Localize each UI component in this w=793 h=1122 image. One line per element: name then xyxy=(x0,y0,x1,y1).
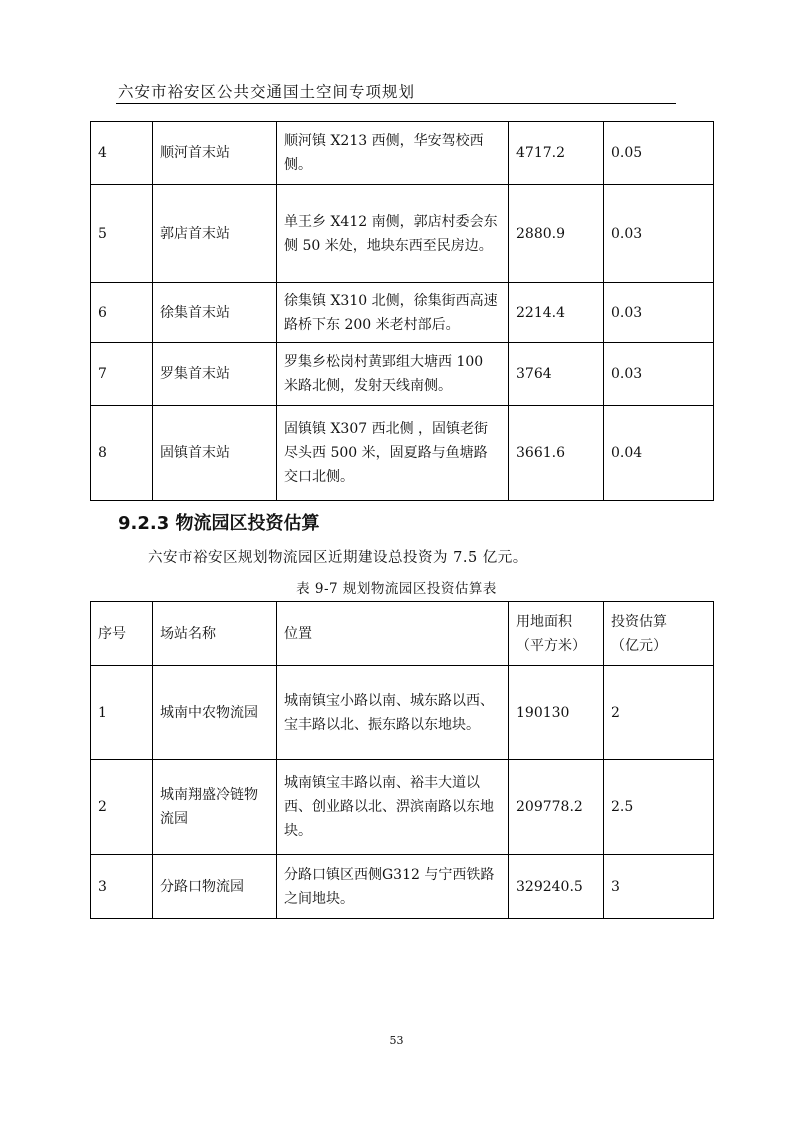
row-number: 1 xyxy=(91,666,153,760)
land-area: 190130 xyxy=(509,666,604,760)
station-name: 郭店首末站 xyxy=(153,185,277,283)
table-row xyxy=(91,666,714,760)
header-land-area-line1: 用地面积 xyxy=(516,613,572,630)
header-divider xyxy=(116,103,676,104)
investment-estimate: 0.03 xyxy=(604,283,714,343)
document-header-title: 六安市裕安区公共交通国土空间专项规划 xyxy=(118,83,416,101)
section-heading: 9.2.3 物流园区投资估算 xyxy=(118,513,320,534)
land-area: 2214.4 xyxy=(509,283,604,343)
row-number: 3 xyxy=(91,855,153,919)
station-location: 固镇镇 X307 西北侧 ，固镇老街尽头西 500 米，固夏路与鱼塘路交口北侧。 xyxy=(277,406,509,501)
station-location: 徐集镇 X310 北侧，徐集街西高速路桥下东 200 米老村部后。 xyxy=(277,283,509,343)
land-area: 4717.2 xyxy=(509,122,604,185)
header-investment-line1: 投资估算 xyxy=(611,613,667,630)
bus-terminal-table-continued xyxy=(90,121,714,501)
header-number: 序号 xyxy=(91,602,153,666)
land-area: 3764 xyxy=(509,343,604,406)
station-name: 罗集首末站 xyxy=(153,343,277,406)
land-area: 209778.2 xyxy=(509,760,604,855)
investment-estimate: 2 xyxy=(604,666,714,760)
table-header-row xyxy=(91,602,714,666)
park-location: 分路口镇区西侧G312 与宁西铁路之间地块。 xyxy=(277,855,509,919)
header-land-area xyxy=(509,602,604,666)
table-row xyxy=(91,343,714,406)
header-investment xyxy=(604,602,714,666)
row-number: 7 xyxy=(91,343,153,406)
station-name: 固镇首末站 xyxy=(153,406,277,501)
row-number: 2 xyxy=(91,760,153,855)
logistics-park-investment-table xyxy=(90,601,714,919)
station-location: 罗集乡松岗村黄郢组大塘西 100 米路北侧，发射天线南侧。 xyxy=(277,343,509,406)
investment-estimate: 0.03 xyxy=(604,343,714,406)
station-name: 徐集首末站 xyxy=(153,283,277,343)
park-name: 分路口物流园 xyxy=(153,855,277,919)
header-station-name: 场站名称 xyxy=(153,602,277,666)
investment-estimate: 0.05 xyxy=(604,122,714,185)
section-intro-paragraph: 六安市裕安区规划物流园区近期建设总投资为 7.5 亿元。 xyxy=(148,550,528,566)
land-area: 3661.6 xyxy=(509,406,604,501)
investment-estimate: 3 xyxy=(604,855,714,919)
table-caption: 表 9-7 规划物流园区投资估算表 xyxy=(296,581,497,597)
table-row xyxy=(91,406,714,501)
investment-estimate: 2.5 xyxy=(604,760,714,855)
station-name: 顺河首末站 xyxy=(153,122,277,185)
park-location: 城南镇宝小路以南、城东路以西、宝丰路以北、振东路以东地块。 xyxy=(277,666,509,760)
row-number: 4 xyxy=(91,122,153,185)
row-number: 5 xyxy=(91,185,153,283)
station-location: 单王乡 X412 南侧，郭店村委会东侧 50 米处，地块东西至民房边。 xyxy=(277,185,509,283)
table-row xyxy=(91,185,714,283)
header-location: 位置 xyxy=(277,602,509,666)
park-name: 城南翔盛冷链物流园 xyxy=(153,760,277,855)
header-land-area-unit: （平方米） xyxy=(516,637,586,654)
land-area: 2880.9 xyxy=(509,185,604,283)
park-location: 城南镇宝丰路以南、裕丰大道以西、创业路以北、淠滨南路以东地块。 xyxy=(277,760,509,855)
row-number: 6 xyxy=(91,283,153,343)
table-row xyxy=(91,760,714,855)
table-row xyxy=(91,283,714,343)
investment-estimate: 0.03 xyxy=(604,185,714,283)
station-location: 顺河镇 X213 西侧，华安驾校西侧。 xyxy=(277,122,509,185)
table-row xyxy=(91,855,714,919)
table-row xyxy=(91,122,714,185)
land-area: 329240.5 xyxy=(509,855,604,919)
header-investment-unit: （亿元） xyxy=(611,637,667,654)
page-number: 53 xyxy=(389,1034,404,1047)
row-number: 8 xyxy=(91,406,153,501)
park-name: 城南中农物流园 xyxy=(153,666,277,760)
investment-estimate: 0.04 xyxy=(604,406,714,501)
